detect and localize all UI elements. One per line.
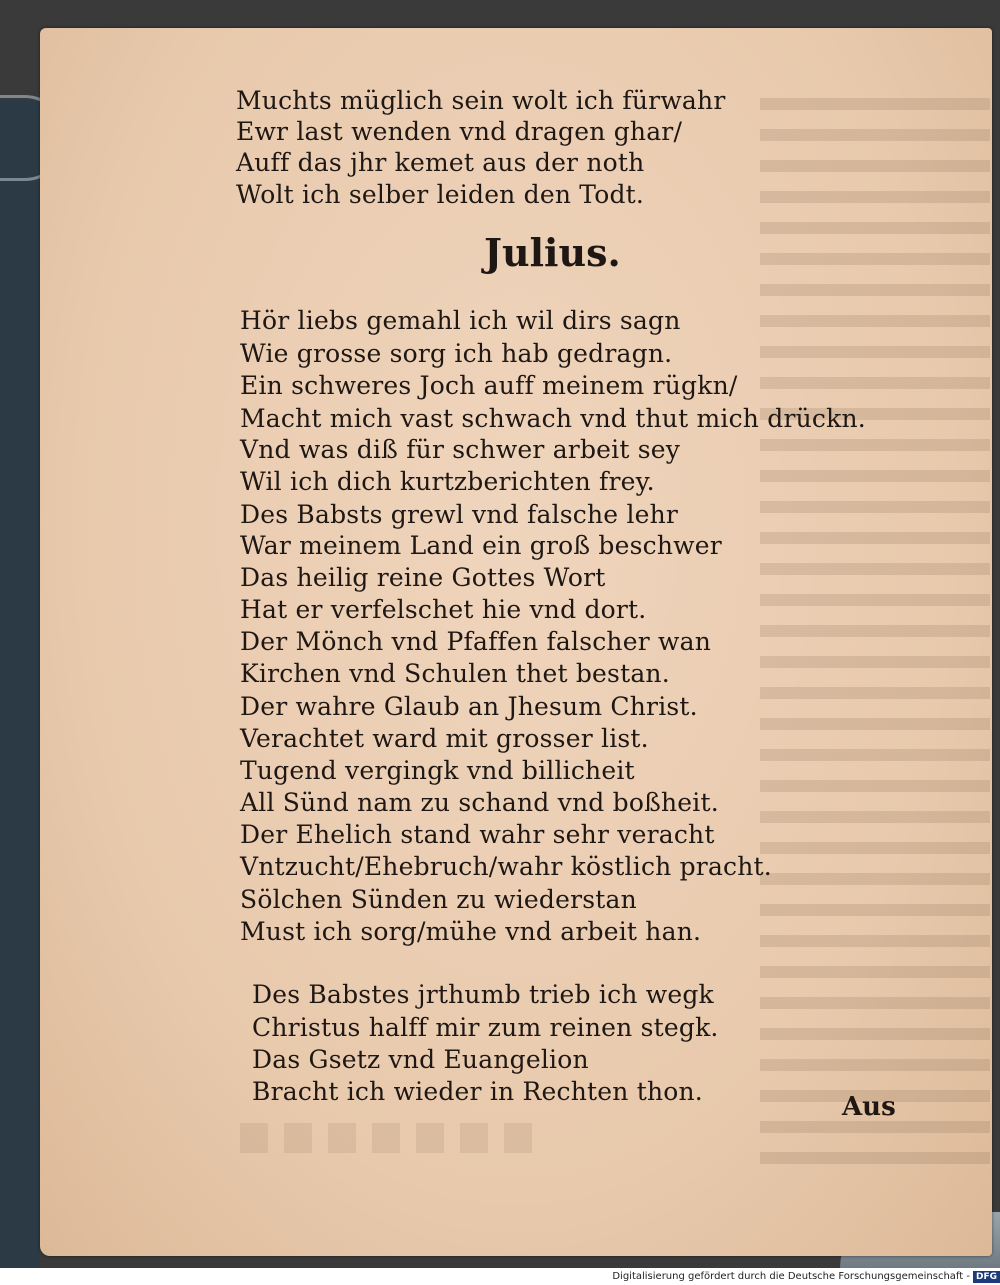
verse-line: War meinem Land ein groß beschwer — [240, 531, 722, 560]
verse-line: Das heilig reine Gottes Wort — [240, 563, 606, 592]
verse-line: Hat er verfelschet hie vnd dort. — [240, 595, 647, 624]
verse-line: Ewr last wenden vnd dragen ghar/ — [236, 117, 683, 146]
dfg-logo: DFG — [973, 1271, 1000, 1283]
verse-line: All Sünd nam zu schand vnd boßheit. — [240, 788, 719, 817]
verse-line: Ein schweres Joch auff meinem rügkn/ — [240, 371, 738, 400]
verse-line: Wolt ich selber leiden den Todt. — [236, 180, 645, 209]
verse-line: Must ich sorg/mühe vnd arbeit han. — [240, 917, 702, 946]
verse-line: Der wahre Glaub an Jhesum Christ. — [240, 692, 698, 721]
speaker-heading: Julius. — [484, 230, 621, 275]
verse-line: Christus halff mir zum reinen stegk. — [252, 1013, 719, 1042]
verse-line: Wie grosse sorg ich hab gedragn. — [240, 339, 673, 368]
verse-line: Wil ich dich kurtzberichten frey. — [240, 467, 655, 496]
digitization-footer — [600, 1268, 1000, 1285]
verse-line: Vnd was diß für schwer arbeit sey — [240, 435, 681, 464]
verse-line: Hör liebs gemahl ich wil dirs sagn — [240, 306, 681, 335]
show-through-text — [760, 98, 990, 1178]
verse-line: Tugend vergingk vnd billicheit — [240, 756, 635, 785]
verse-line: Verachtet ward mit grosser list. — [240, 724, 649, 753]
verse-line: Der Mönch vnd Pfaffen falscher wan — [240, 627, 712, 656]
footer-text: Digitalisierung gefördert durch die Deutsche Forschungsgemeinschaft - — [612, 1271, 970, 1282]
verse-line: Muchts müglich sein wolt ich fürwahr — [236, 86, 726, 115]
verse-line: Kirchen vnd Schulen thet bestan. — [240, 659, 670, 688]
verse-line: Das Gsetz vnd Euangelion — [252, 1045, 589, 1074]
verse-line: Des Babstes jrthumb trieb ich wegk — [252, 980, 714, 1009]
verse-line: Sölchen Sünden zu wiederstan — [240, 885, 637, 914]
scan-border-strip — [0, 100, 40, 1268]
show-through-text-bottom — [240, 1123, 540, 1153]
verse-line: Der Ehelich stand wahr sehr veracht — [240, 820, 715, 849]
verse-line: Bracht ich wieder in Rechten thon. — [252, 1077, 703, 1106]
verse-line: Auff das jhr kemet aus der noth — [236, 148, 645, 177]
verse-line: Vntzucht/Ehebruch/wahr köstlich pracht. — [240, 852, 772, 881]
verse-line: Des Babsts grewl vnd falsche lehr — [240, 500, 679, 529]
catchword: Aus — [842, 1092, 896, 1122]
verse-line: Macht mich vast schwach vnd thut mich drückn. — [240, 404, 866, 433]
